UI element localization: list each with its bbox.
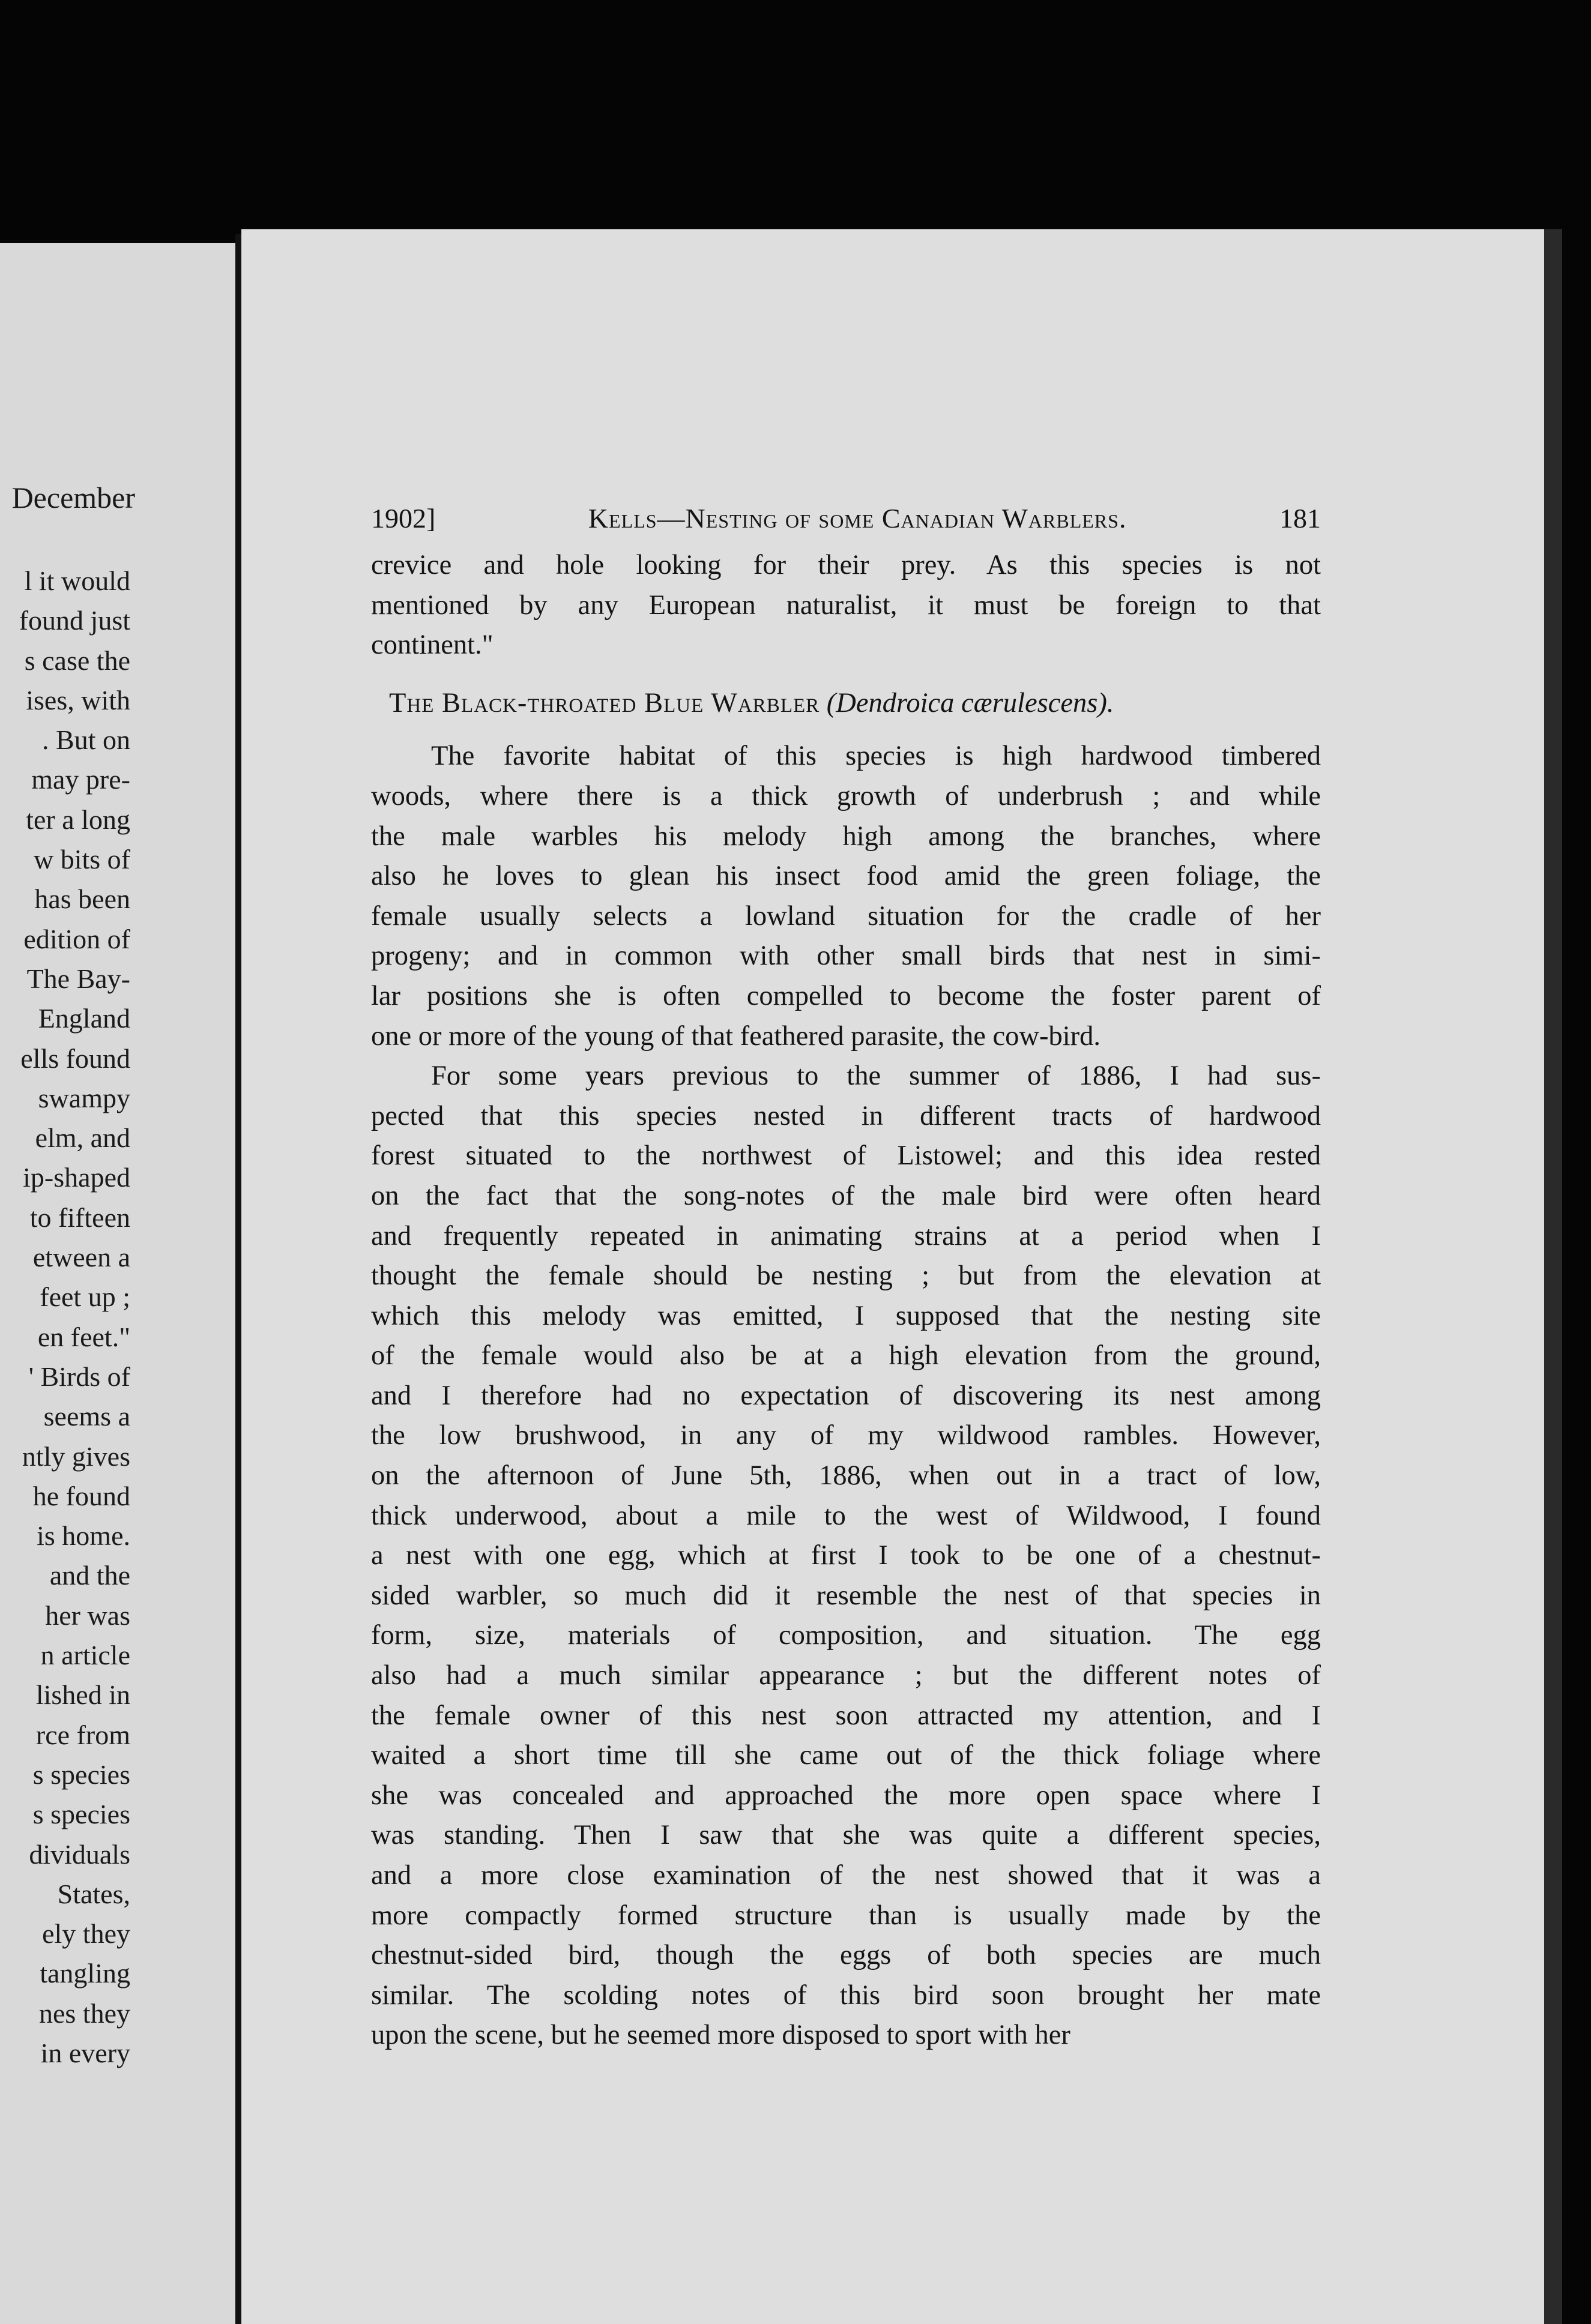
text-line: upon the scene, but he seemed more disposed to sport with her [371, 2020, 1070, 2051]
text-line: forest situated to the northwest of Listowel; and this idea rested [371, 1140, 1321, 1172]
left-page-line: etween a [32, 1242, 130, 1273]
text-line: form, size, materials of composition, and situation. The egg [371, 1620, 1321, 1651]
text-line: the male warbles his melody high among the branches, where [371, 820, 1321, 852]
paragraph-discovery [371, 1056, 1321, 2056]
left-page-line: he found [32, 1480, 130, 1511]
left-page-line: ely they [42, 1918, 130, 1949]
running-head-year: 1902] [371, 503, 436, 534]
left-page [0, 243, 237, 2324]
left-page-line: l it would [24, 565, 130, 596]
left-page-line: lished in [35, 1679, 130, 1711]
page-number: 181 [1279, 503, 1321, 534]
left-page-line: tangling [40, 1958, 130, 1989]
left-page-line: rce from [35, 1719, 130, 1750]
text-line: waited a short time till she came out of the thick foliage where [371, 1740, 1321, 1771]
book-spine [235, 234, 241, 2324]
left-page-line: ' Birds of [28, 1361, 130, 1392]
text-line: female usually selects a lowland situation for the cradle of her [371, 900, 1321, 932]
left-page-line: w bits of [34, 844, 130, 875]
text-line: mentioned by any European naturalist, it must be foreign to that [371, 589, 1321, 621]
left-page-line: seems a [43, 1401, 130, 1432]
text-line: more compactly formed structure than is usually made by the [371, 1900, 1321, 1931]
left-page-line: swampy [38, 1082, 130, 1113]
page-content [371, 502, 1321, 2056]
left-page-line: feet up ; [40, 1281, 130, 1313]
left-page-line: s species [32, 1759, 130, 1790]
left-page-line: ip-shaped [23, 1162, 130, 1193]
text-line: of the female would also be at a high elevation from the ground, [371, 1340, 1321, 1371]
left-page-line: has been [34, 884, 130, 915]
left-page-line: to fifteen [29, 1202, 130, 1233]
left-page-line: found just [19, 605, 130, 636]
left-page-line: nes they [38, 1997, 130, 2029]
right-page [241, 229, 1544, 2324]
text-line: the female owner of this nest soon attracted my attention, and I [371, 1700, 1321, 1731]
text-line: the low brushwood, in any of my wildwood rambles. However, [371, 1420, 1321, 1451]
left-page-line: ises, with [26, 684, 130, 715]
text-line: which this melody was emitted, I supposed that the nesting site [371, 1300, 1321, 1331]
left-page-line: England [38, 1003, 130, 1034]
text-line: progeny; and in common with other small birds that nest in simi- [371, 941, 1321, 972]
left-page-line: ells found [20, 1043, 130, 1074]
running-head-title: Kells—Nesting of some Canadian Warblers. [588, 503, 1127, 534]
left-page-line: en feet." [37, 1321, 130, 1352]
left-page-line: States, [57, 1878, 130, 1909]
text-line: was standing. Then I saw that she was quite a different species, [371, 1820, 1321, 1851]
text-line: crevice and hole looking for their prey. As this species is not [371, 550, 1321, 580]
left-page-line: n article [40, 1640, 130, 1671]
left-page-line: edition of [23, 923, 130, 954]
text-line: also he loves to glean his insect food amid the green foliage, the [371, 861, 1321, 892]
text-line: continent." [371, 630, 494, 661]
text-line: on the fact that the song-notes of the male bird were often heard [371, 1180, 1321, 1211]
left-page-line: ter a long [26, 804, 130, 835]
left-page-line: and the [49, 1560, 130, 1591]
left-page-line: may pre- [31, 764, 130, 795]
left-page-line: in every [40, 2037, 130, 2068]
text-line: also had a much similar appearance ; but the different notes of [371, 1660, 1321, 1691]
left-page-line: is home. [37, 1520, 130, 1552]
left-page-line: s case the [24, 645, 130, 676]
left-page-line: . But on [42, 724, 130, 756]
text-line: she was concealed and approached the more open space where I [371, 1780, 1321, 1811]
left-page-text [0, 561, 130, 2073]
left-page-line: s species [32, 1799, 130, 1830]
text-line: and a more close examination of the nest showed that it was a [371, 1860, 1321, 1891]
text-line: a nest with one egg, which at first I took to be one of a chestnut- [371, 1540, 1321, 1571]
left-page-line: ntly gives [22, 1440, 130, 1472]
text-line: and I therefore had no expectation of discovering its nest among [371, 1380, 1321, 1411]
left-page-header: December [11, 481, 135, 514]
left-page-line: dividuals [29, 1838, 130, 1870]
text-line: similar. The scolding notes of this bird soon brought her mate [371, 1979, 1321, 2011]
paragraph-habitat [371, 736, 1321, 1056]
opening-paragraph [371, 546, 1321, 666]
left-page-line: elm, and [35, 1122, 130, 1154]
text-line: The favorite habitat of this species is high hardwood timbered [431, 741, 1321, 772]
text-line: thought the female should be nesting ; but from the elevation at [371, 1260, 1321, 1292]
left-page-line: The Bay- [26, 963, 130, 994]
text-line: on the afternoon of June 5th, 1886, when out in a tract of low, [371, 1460, 1321, 1492]
section-heading [371, 684, 1321, 724]
section-heading-latin: (Dendroica cærulescens). [826, 687, 1114, 718]
text-line: sided warbler, so much did it resemble the nest of that species in [371, 1580, 1321, 1611]
page-edge [1544, 229, 1562, 2324]
text-line: thick underwood, about a mile to the west of Wildwood, I found [371, 1500, 1321, 1531]
text-line: lar positions she is often compelled to become the foster parent of [371, 980, 1321, 1011]
running-head [371, 502, 1321, 546]
text-line: one or more of the young of that feathered parasite, the cow-bird. [371, 1020, 1100, 1052]
text-line: chestnut-sided bird, though the eggs of both species are much [371, 1940, 1321, 1971]
text-line: For some years previous to the summer of 1886, I had sus- [431, 1061, 1321, 1092]
text-line: and frequently repeated in animating strains at a period when I [371, 1220, 1321, 1251]
left-page-line: her was [45, 1600, 130, 1631]
section-heading-name: The Black-throated Blue Warbler [389, 687, 820, 718]
text-line: woods, where there is a thick growth of underbrush ; and while [371, 780, 1321, 811]
text-line: pected that this species nested in different tracts of hardwood [371, 1100, 1321, 1131]
